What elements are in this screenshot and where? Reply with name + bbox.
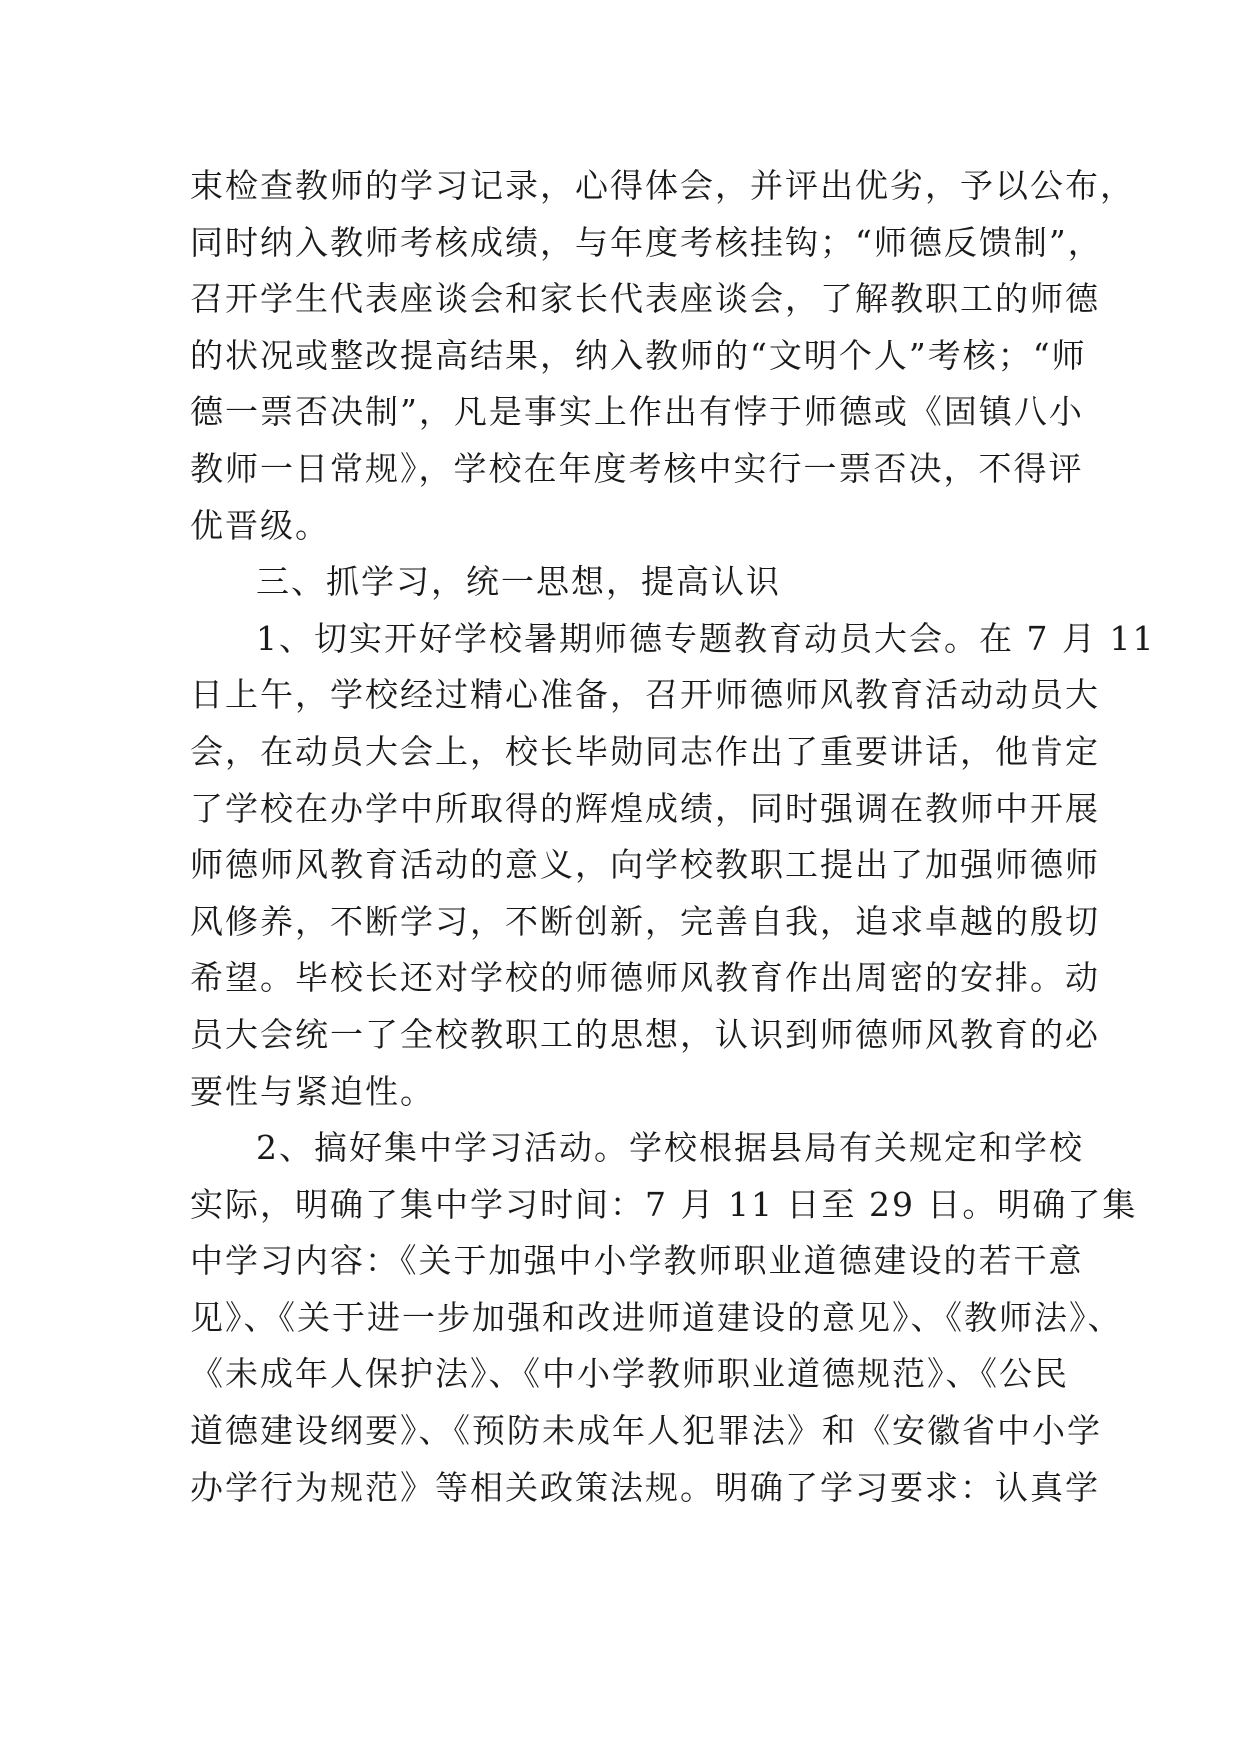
text-line: 《未成年人保护法》、《中小学教师职业道德规范》、《公民 (190, 1354, 1069, 1394)
text-line: 优晋级。 (190, 505, 330, 545)
text-line: 风修养，不断学习，不断创新，完善自我，追求卓越的殷切 (190, 901, 1100, 941)
text-line: 会，在动员大会上，校长毕勋同志作出了重要讲话，他肯定 (190, 731, 1100, 771)
text-line: 的状况或整改提高结果，纳入教师的“文明个人”考核；“师 (190, 335, 1087, 375)
text-line: 召开学生代表座谈会和家长代表座谈会，了解教职工的师德 (190, 279, 1100, 319)
text-line: 道德建设纲要》、《预防未成年人犯罪法》和《安徽省中小学 (190, 1411, 1102, 1451)
text-line: 日上午，学校经过精心准备，召开师德师风教育活动动员大 (190, 675, 1100, 715)
text-line: 中学习内容：《关于加强中小学教师职业道德建设的若干意 (190, 1241, 1084, 1281)
text-line: 同时纳入教师考核成绩，与年度考核挂钩；“师德反馈制”， (190, 222, 1103, 262)
text-line: 教师一日常规》，学校在年度考核中实行一票否决，不得评 (190, 448, 1084, 488)
text-line: 要性与紧迫性。 (190, 1071, 435, 1111)
text-line: 束检查教师的学习记录，心得体会，并评出优劣，予以公布， (190, 166, 1135, 205)
text-line: 员大会统一了全校教职工的思想，认识到师德师风教育的必 (190, 1014, 1100, 1054)
text-line: 2、搞好集中学习活动。学校根据县局有关规定和学校 (256, 1128, 1084, 1168)
text-line: 希望。毕校长还对学校的师德师风教育作出周密的安排。动 (190, 958, 1100, 998)
document-body (190, 158, 1156, 1516)
text-line: 德一票否决制”，凡是事实上作出有悖于师德或《固镇八小 (190, 392, 1084, 432)
text-line: 师德师风教育活动的意义，向学校教职工提出了加强师德师 (190, 845, 1100, 885)
text-line: 了学校在办学中所取得的辉煌成绩，同时强调在教师中开展 (190, 788, 1100, 828)
section-heading: 三、抓学习，统一思想，提高认识 (256, 562, 781, 602)
text-line: 办学行为规范》等相关政策法规。明确了学习要求：认真学 (190, 1467, 1100, 1507)
text-line: 见》、《关于进一步加强和改进师道建设的意见》、《教师法》、 (190, 1297, 1123, 1337)
text-line: 1、切实开好学校暑期师德专题教育动员大会。在 7 月 11 (256, 618, 1156, 658)
text-line: 实际，明确了集中学习时间：7 月 11 日至 29 日。明确了集 (190, 1184, 1138, 1224)
